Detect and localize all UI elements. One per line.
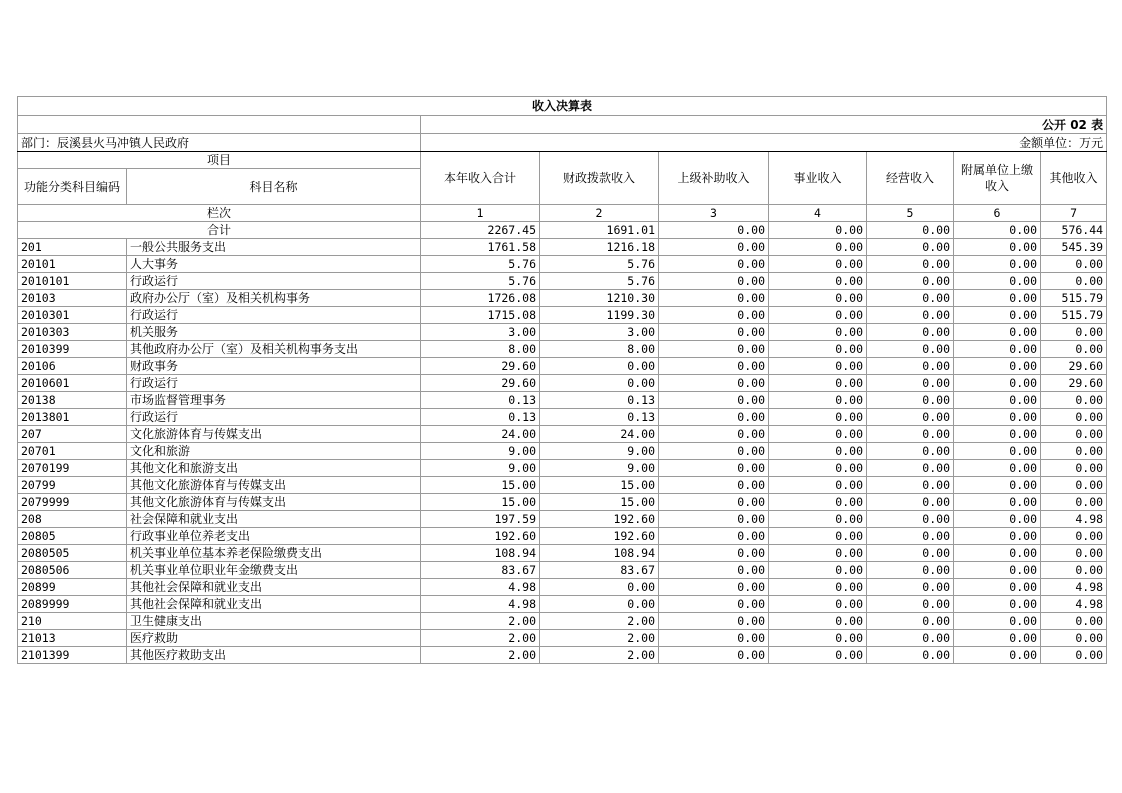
amount-cell: 0.00 [954, 545, 1041, 562]
subject-name: 行政运行 [127, 409, 421, 426]
subject-name: 政府办公厅（室）及相关机构事务 [127, 290, 421, 307]
amount-cell: 0.00 [659, 613, 769, 630]
amount-cell: 0.00 [867, 647, 954, 664]
amount-cell: 4.98 [1041, 511, 1107, 528]
amount-cell: 0.00 [659, 290, 769, 307]
subject-name: 人大事务 [127, 256, 421, 273]
subject-code: 201 [18, 239, 127, 256]
amount-cell: 0.00 [867, 562, 954, 579]
amount-cell: 8.00 [540, 341, 659, 358]
subject-code: 20106 [18, 358, 127, 375]
subject-code: 2070199 [18, 460, 127, 477]
table-row [18, 375, 1107, 392]
subject-name: 文化旅游体育与传媒支出 [127, 426, 421, 443]
amount-cell: 0.00 [659, 409, 769, 426]
subject-code: 20103 [18, 290, 127, 307]
amount-cell: 0.00 [954, 477, 1041, 494]
header-affiliated: 附属单位上缴收入 [954, 152, 1041, 205]
amount-cell: 0.00 [954, 647, 1041, 664]
amount-cell: 0.00 [540, 375, 659, 392]
amount-cell: 15.00 [540, 477, 659, 494]
subject-name: 卫生健康支出 [127, 613, 421, 630]
amount-cell: 0.00 [954, 460, 1041, 477]
amount-cell: 0.13 [421, 409, 540, 426]
subject-code: 20805 [18, 528, 127, 545]
subject-code: 207 [18, 426, 127, 443]
amount-cell: 0.00 [769, 630, 867, 647]
amount-cell: 108.94 [421, 545, 540, 562]
amount-cell: 0.00 [769, 460, 867, 477]
amount-cell: 0.00 [954, 511, 1041, 528]
amount-cell: 0.00 [659, 528, 769, 545]
amount-cell: 0.00 [867, 256, 954, 273]
amount-cell: 0.00 [1041, 613, 1107, 630]
subject-code: 21013 [18, 630, 127, 647]
amount-cell: 0.00 [954, 239, 1041, 256]
amount-cell: 83.67 [540, 562, 659, 579]
amount-cell: 0.00 [659, 392, 769, 409]
table-row [18, 426, 1107, 443]
amount-cell: 0.00 [954, 375, 1041, 392]
amount-cell: 2.00 [540, 613, 659, 630]
table-row [18, 443, 1107, 460]
subject-name: 医疗救助 [127, 630, 421, 647]
subject-code: 20101 [18, 256, 127, 273]
header-item: 项目 [18, 152, 421, 169]
amount-cell: 15.00 [540, 494, 659, 511]
amount-cell: 1715.08 [421, 307, 540, 324]
table-row [18, 324, 1107, 341]
amount-cell: 0.00 [1041, 341, 1107, 358]
amount-cell: 83.67 [421, 562, 540, 579]
subject-name: 其他医疗救助支出 [127, 647, 421, 664]
amount-cell: 192.60 [421, 528, 540, 545]
amount-cell: 0.00 [954, 409, 1041, 426]
subject-code: 20799 [18, 477, 127, 494]
table-row [18, 647, 1107, 664]
amount-cell: 0.00 [659, 307, 769, 324]
amount-cell: 24.00 [540, 426, 659, 443]
table-row [18, 613, 1107, 630]
subject-code: 2079999 [18, 494, 127, 511]
amount-cell: 0.00 [954, 324, 1041, 341]
amount-cell: 0.00 [769, 341, 867, 358]
amount-cell: 1761.58 [421, 239, 540, 256]
subject-name: 一般公共服务支出 [127, 239, 421, 256]
amount-cell: 0.00 [954, 613, 1041, 630]
amount-cell: 0.00 [659, 579, 769, 596]
amount-cell: 0.00 [954, 528, 1041, 545]
total-value: 0.00 [954, 222, 1041, 239]
amount-cell: 0.00 [954, 562, 1041, 579]
subject-name: 其他政府办公厅（室）及相关机构事务支出 [127, 341, 421, 358]
amount-cell: 0.00 [867, 324, 954, 341]
amount-cell: 0.00 [769, 307, 867, 324]
column-number: 1 [421, 205, 540, 222]
table-row [18, 460, 1107, 477]
subject-name: 机关服务 [127, 324, 421, 341]
column-number-row [18, 205, 1107, 222]
header-total: 本年收入合计 [421, 152, 540, 205]
amount-cell: 9.00 [421, 460, 540, 477]
table-row [18, 562, 1107, 579]
amount-cell: 0.00 [540, 579, 659, 596]
column-number: 6 [954, 205, 1041, 222]
amount-cell: 0.00 [769, 477, 867, 494]
amount-cell: 0.00 [659, 511, 769, 528]
amount-cell: 0.00 [1041, 477, 1107, 494]
amount-cell: 0.00 [867, 528, 954, 545]
amount-cell: 0.00 [1041, 494, 1107, 511]
amount-cell: 1726.08 [421, 290, 540, 307]
amount-cell: 0.00 [867, 460, 954, 477]
column-number: 4 [769, 205, 867, 222]
total-value: 576.44 [1041, 222, 1107, 239]
subject-code: 2101399 [18, 647, 127, 664]
amount-cell: 0.00 [867, 596, 954, 613]
amount-cell: 0.00 [769, 409, 867, 426]
amount-cell: 192.60 [540, 511, 659, 528]
amount-cell: 0.00 [1041, 562, 1107, 579]
amount-cell: 0.00 [867, 630, 954, 647]
amount-cell: 9.00 [421, 443, 540, 460]
amount-cell: 515.79 [1041, 307, 1107, 324]
amount-cell: 0.00 [867, 307, 954, 324]
amount-cell: 0.00 [659, 477, 769, 494]
amount-cell: 0.00 [769, 562, 867, 579]
subject-name: 行政运行 [127, 307, 421, 324]
header-other: 其他收入 [1041, 152, 1107, 205]
amount-cell: 2.00 [421, 647, 540, 664]
amount-cell: 0.00 [659, 324, 769, 341]
header-fiscal: 财政拨款收入 [540, 152, 659, 205]
total-value: 2267.45 [421, 222, 540, 239]
amount-cell: 192.60 [540, 528, 659, 545]
table-row [18, 290, 1107, 307]
amount-cell: 1210.30 [540, 290, 659, 307]
amount-cell: 2.00 [421, 613, 540, 630]
table-row [18, 392, 1107, 409]
subject-code: 208 [18, 511, 127, 528]
amount-cell: 0.00 [954, 392, 1041, 409]
table-row [18, 477, 1107, 494]
income-final-accounts-table [17, 96, 1107, 664]
amount-cell: 0.00 [1041, 392, 1107, 409]
amount-cell: 0.00 [769, 443, 867, 460]
amount-cell: 0.00 [540, 358, 659, 375]
amount-cell: 0.00 [769, 273, 867, 290]
amount-cell: 0.00 [769, 375, 867, 392]
amount-cell: 0.00 [659, 426, 769, 443]
table-row [18, 341, 1107, 358]
subject-code: 2010601 [18, 375, 127, 392]
subject-name: 市场监督管理事务 [127, 392, 421, 409]
table-row [18, 409, 1107, 426]
table-row [18, 307, 1107, 324]
amount-cell: 0.00 [954, 341, 1041, 358]
amount-cell: 0.00 [659, 545, 769, 562]
amount-cell: 0.00 [1041, 443, 1107, 460]
amount-cell: 0.00 [954, 630, 1041, 647]
subject-name: 其他文化旅游体育与传媒支出 [127, 477, 421, 494]
amount-cell: 0.00 [954, 426, 1041, 443]
amount-cell: 0.00 [659, 256, 769, 273]
subject-name: 行政运行 [127, 273, 421, 290]
amount-cell: 0.00 [659, 562, 769, 579]
amount-cell: 0.00 [769, 511, 867, 528]
amount-cell: 0.00 [769, 545, 867, 562]
subject-code: 2010101 [18, 273, 127, 290]
amount-cell: 0.00 [769, 596, 867, 613]
amount-cell: 0.00 [954, 273, 1041, 290]
total-value: 0.00 [659, 222, 769, 239]
amount-cell: 0.00 [954, 358, 1041, 375]
amount-cell: 2.00 [540, 647, 659, 664]
amount-cell: 0.00 [1041, 545, 1107, 562]
subject-code: 2010301 [18, 307, 127, 324]
amount-cell: 4.98 [1041, 596, 1107, 613]
amount-cell: 0.00 [867, 358, 954, 375]
amount-cell: 15.00 [421, 477, 540, 494]
table-row [18, 545, 1107, 562]
subject-name: 机关事业单位职业年金缴费支出 [127, 562, 421, 579]
amount-cell: 0.00 [867, 375, 954, 392]
amount-cell: 0.00 [867, 341, 954, 358]
amount-cell: 0.13 [540, 409, 659, 426]
header-business: 事业收入 [769, 152, 867, 205]
amount-cell: 0.00 [867, 477, 954, 494]
total-value: 0.00 [867, 222, 954, 239]
subject-code: 2010399 [18, 341, 127, 358]
amount-cell: 4.98 [1041, 579, 1107, 596]
amount-cell: 15.00 [421, 494, 540, 511]
amount-cell: 515.79 [1041, 290, 1107, 307]
subject-code: 20138 [18, 392, 127, 409]
table-row [18, 579, 1107, 596]
total-label: 合计 [18, 222, 421, 239]
amount-cell: 0.00 [867, 443, 954, 460]
amount-cell: 0.00 [954, 290, 1041, 307]
amount-cell: 5.76 [540, 273, 659, 290]
subject-name: 机关事业单位基本养老保险缴费支出 [127, 545, 421, 562]
amount-cell: 2.00 [540, 630, 659, 647]
amount-cell: 0.00 [659, 494, 769, 511]
amount-cell: 0.13 [421, 392, 540, 409]
amount-cell: 0.00 [954, 256, 1041, 273]
amount-cell: 0.00 [769, 647, 867, 664]
amount-cell: 0.00 [659, 375, 769, 392]
amount-cell: 2.00 [421, 630, 540, 647]
amount-cell: 0.00 [867, 613, 954, 630]
blank-cell [18, 116, 421, 134]
column-number: 5 [867, 205, 954, 222]
subject-code: 2080506 [18, 562, 127, 579]
column-number-label: 栏次 [18, 205, 421, 222]
amount-cell: 0.00 [954, 307, 1041, 324]
amount-cell: 0.00 [540, 596, 659, 613]
amount-cell: 0.00 [867, 392, 954, 409]
amount-cell: 0.00 [954, 494, 1041, 511]
amount-cell: 0.00 [867, 545, 954, 562]
amount-cell: 0.00 [867, 239, 954, 256]
subject-name: 其他文化和旅游支出 [127, 460, 421, 477]
amount-cell: 0.00 [1041, 460, 1107, 477]
subject-code: 210 [18, 613, 127, 630]
amount-cell: 0.00 [769, 528, 867, 545]
subject-code: 20701 [18, 443, 127, 460]
amount-cell: 0.00 [1041, 324, 1107, 341]
amount-cell: 0.00 [659, 460, 769, 477]
amount-cell: 0.00 [769, 290, 867, 307]
amount-cell: 0.00 [769, 392, 867, 409]
amount-cell: 1199.30 [540, 307, 659, 324]
amount-cell: 0.00 [659, 647, 769, 664]
amount-cell: 9.00 [540, 460, 659, 477]
table-row [18, 273, 1107, 290]
amount-cell: 0.00 [954, 579, 1041, 596]
amount-cell: 29.60 [1041, 375, 1107, 392]
amount-cell: 0.13 [540, 392, 659, 409]
table-row [18, 256, 1107, 273]
amount-cell: 0.00 [769, 358, 867, 375]
amount-cell: 0.00 [769, 426, 867, 443]
amount-cell: 0.00 [1041, 409, 1107, 426]
column-number: 7 [1041, 205, 1107, 222]
amount-cell: 8.00 [421, 341, 540, 358]
amount-cell: 5.76 [421, 256, 540, 273]
table-row [18, 630, 1107, 647]
amount-cell: 4.98 [421, 596, 540, 613]
subject-code: 2010303 [18, 324, 127, 341]
amount-cell: 0.00 [659, 358, 769, 375]
amount-cell: 0.00 [659, 596, 769, 613]
amount-cell: 5.76 [540, 256, 659, 273]
table-row [18, 511, 1107, 528]
department-label: 部门：辰溪县火马冲镇人民政府 [18, 134, 421, 152]
amount-cell: 0.00 [659, 630, 769, 647]
table-row [18, 596, 1107, 613]
amount-cell: 0.00 [867, 579, 954, 596]
amount-cell: 108.94 [540, 545, 659, 562]
total-value: 1691.01 [540, 222, 659, 239]
amount-cell: 4.98 [421, 579, 540, 596]
amount-cell: 3.00 [421, 324, 540, 341]
subject-code: 2013801 [18, 409, 127, 426]
amount-cell: 0.00 [867, 290, 954, 307]
amount-cell: 3.00 [540, 324, 659, 341]
table-row [18, 494, 1107, 511]
amount-cell: 0.00 [867, 273, 954, 290]
table-row [18, 358, 1107, 375]
total-value: 0.00 [769, 222, 867, 239]
amount-cell: 0.00 [1041, 256, 1107, 273]
amount-cell: 0.00 [1041, 647, 1107, 664]
amount-cell: 9.00 [540, 443, 659, 460]
table-title: 收入决算表 [18, 97, 1107, 116]
amount-cell: 0.00 [769, 613, 867, 630]
column-number: 3 [659, 205, 769, 222]
header-operating: 经营收入 [867, 152, 954, 205]
amount-cell: 0.00 [769, 579, 867, 596]
amount-cell: 0.00 [867, 511, 954, 528]
amount-cell: 0.00 [769, 256, 867, 273]
amount-cell: 0.00 [659, 273, 769, 290]
amount-cell: 29.60 [1041, 358, 1107, 375]
amount-cell: 0.00 [769, 239, 867, 256]
amount-cell: 0.00 [954, 596, 1041, 613]
subject-name: 行政运行 [127, 375, 421, 392]
header-code: 功能分类科目编码 [18, 169, 127, 205]
amount-cell: 197.59 [421, 511, 540, 528]
amount-cell: 0.00 [769, 324, 867, 341]
column-number: 2 [540, 205, 659, 222]
amount-cell: 0.00 [1041, 528, 1107, 545]
amount-cell: 0.00 [659, 239, 769, 256]
amount-cell: 0.00 [867, 494, 954, 511]
amount-cell: 0.00 [659, 443, 769, 460]
table-code: 公开 02 表 [421, 116, 1107, 134]
amount-cell: 0.00 [954, 443, 1041, 460]
amount-cell: 24.00 [421, 426, 540, 443]
subject-name: 其他文化旅游体育与传媒支出 [127, 494, 421, 511]
amount-cell: 545.39 [1041, 239, 1107, 256]
table-row [18, 528, 1107, 545]
subject-code: 2089999 [18, 596, 127, 613]
unit-label: 金额单位：万元 [421, 134, 1107, 152]
subject-code: 2080505 [18, 545, 127, 562]
amount-cell: 0.00 [769, 494, 867, 511]
subject-name: 财政事务 [127, 358, 421, 375]
amount-cell: 0.00 [867, 409, 954, 426]
subject-code: 20899 [18, 579, 127, 596]
subject-name: 文化和旅游 [127, 443, 421, 460]
total-row [18, 222, 1107, 239]
amount-cell: 0.00 [867, 426, 954, 443]
subject-name: 社会保障和就业支出 [127, 511, 421, 528]
amount-cell: 0.00 [659, 341, 769, 358]
subject-name: 行政事业单位养老支出 [127, 528, 421, 545]
table-row [18, 239, 1107, 256]
amount-cell: 1216.18 [540, 239, 659, 256]
amount-cell: 29.60 [421, 358, 540, 375]
amount-cell: 0.00 [1041, 630, 1107, 647]
amount-cell: 29.60 [421, 375, 540, 392]
subject-name: 其他社会保障和就业支出 [127, 596, 421, 613]
header-superior: 上级补助收入 [659, 152, 769, 205]
header-name: 科目名称 [127, 169, 421, 205]
amount-cell: 0.00 [1041, 273, 1107, 290]
subject-name: 其他社会保障和就业支出 [127, 579, 421, 596]
amount-cell: 5.76 [421, 273, 540, 290]
amount-cell: 0.00 [1041, 426, 1107, 443]
